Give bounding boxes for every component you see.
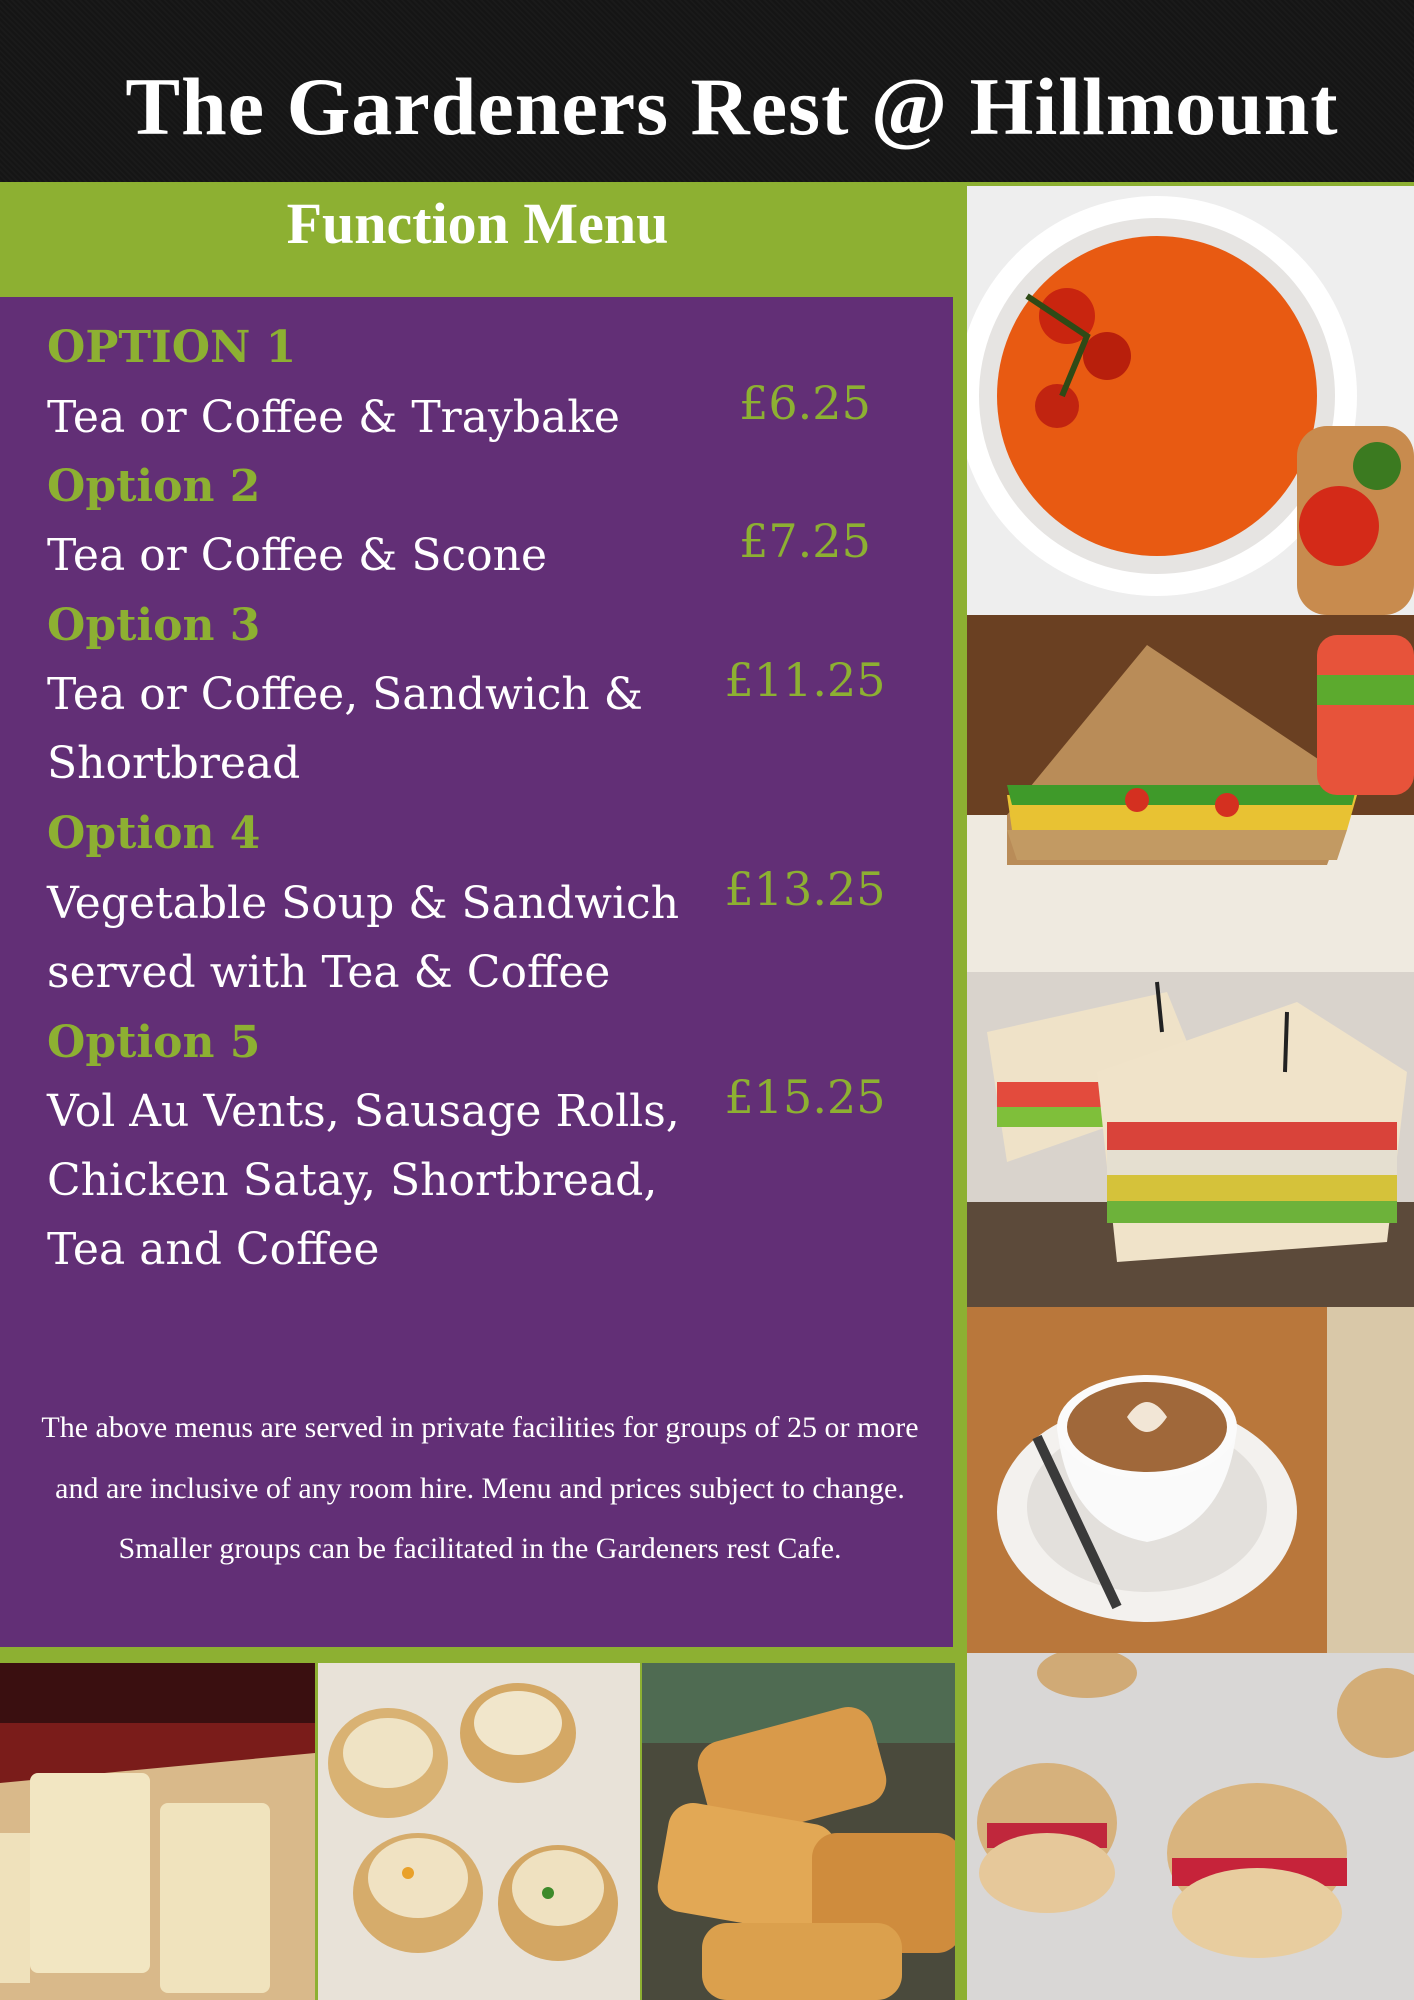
option-5-heading: Option 5 (47, 1017, 261, 1068)
option-1-heading: OPTION 1 (47, 322, 297, 373)
option-3-price: £11.25 (724, 653, 886, 707)
option-2-price: £7.25 (739, 514, 871, 568)
option-1-description: Tea or Coffee & Traybake (47, 392, 620, 443)
tomato-soup-photo (967, 186, 1414, 615)
shortbread-photo (0, 1663, 315, 2000)
option-3-heading: Option 3 (47, 600, 261, 651)
club-sandwich-photo (967, 972, 1414, 1307)
menu-title: Function Menu (286, 191, 669, 256)
option-3-description: Tea or Coffee, Sandwich & Shortbread (47, 669, 643, 789)
option-2-description: Tea or Coffee & Scone (47, 530, 547, 581)
scones-photo (967, 1653, 1414, 2000)
option-2-heading: Option 2 (47, 461, 261, 512)
vol-au-vents-photo (318, 1663, 640, 2000)
option-4-price: £13.25 (724, 862, 886, 916)
option-5-description: Vol Au Vents, Sausage Rolls, Chicken Satay, Shortbread, Tea and Coffee (47, 1086, 680, 1275)
option-4-heading: Option 4 (47, 808, 261, 859)
option-5-price: £15.25 (724, 1070, 886, 1124)
venue-title: The Gardeners Rest @ Hillmount (125, 61, 1339, 152)
sausage-rolls-photo (642, 1663, 955, 2000)
option-4-description: Vegetable Soup & Sandwich served with Tea & Coffee (47, 878, 680, 998)
menu-footnote: The above menus are served in private facilities for groups of 25 or more and are inclusive of any room hire. Menu and prices subject to change. Smaller groups can be facilitated in the Gardeners rest Cafe. (41, 1411, 919, 1565)
sandwich-photo (967, 615, 1414, 972)
coffee-photo (967, 1307, 1414, 1653)
option-1-price: £6.25 (739, 376, 871, 430)
